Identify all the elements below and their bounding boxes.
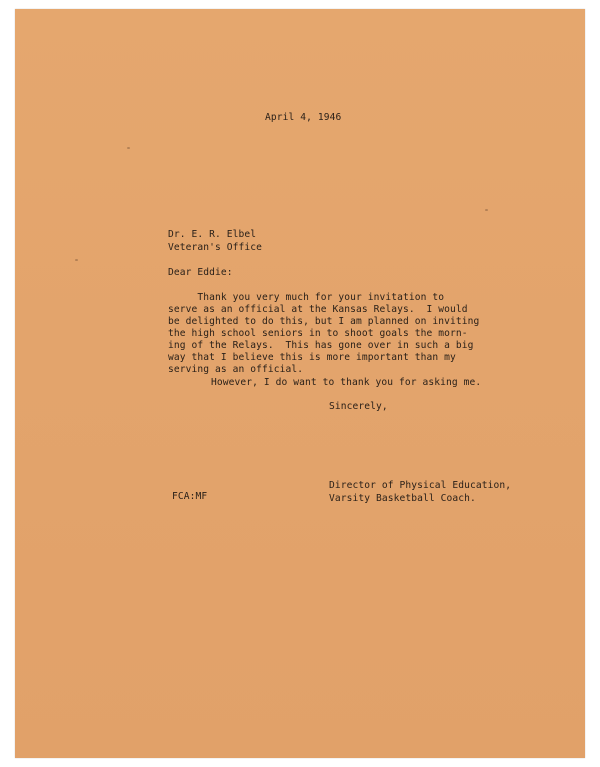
signature-title-line-2: Varsity Basketball Coach. — [329, 493, 476, 504]
signature-title-line-1: Director of Physical Education, — [329, 480, 512, 491]
complimentary-close: Sincerely, — [329, 401, 388, 412]
paper-speck — [485, 209, 488, 211]
body-line: the high school seniors in to shoot goals the morn- — [168, 328, 468, 339]
closing-paragraph: However, I do want to thank you for asking me. — [211, 377, 482, 388]
recipient-office: Veteran's Office — [168, 242, 263, 253]
salutation: Dear Eddie: — [168, 267, 233, 278]
body-line: ing of the Relays. This has gone over in such a big — [168, 340, 474, 351]
paper-speck — [127, 147, 130, 149]
reference-initials: FCA:MF — [172, 491, 208, 502]
recipient-name: Dr. E. R. Elbel — [168, 229, 257, 240]
paper-speck — [75, 259, 78, 261]
body-line: Thank you very much for your invitation to — [168, 292, 445, 303]
body-line: serve as an official at the Kansas Relays. I would — [168, 304, 468, 315]
body-line: way that I believe this is more important than my — [168, 352, 456, 363]
letter-page — [15, 9, 585, 758]
body-line: be delighted to do this, but I am planned on inviting — [168, 316, 480, 327]
letter-date: April 4, 1946 — [265, 112, 342, 123]
body-line: serving as an official. — [168, 364, 304, 375]
